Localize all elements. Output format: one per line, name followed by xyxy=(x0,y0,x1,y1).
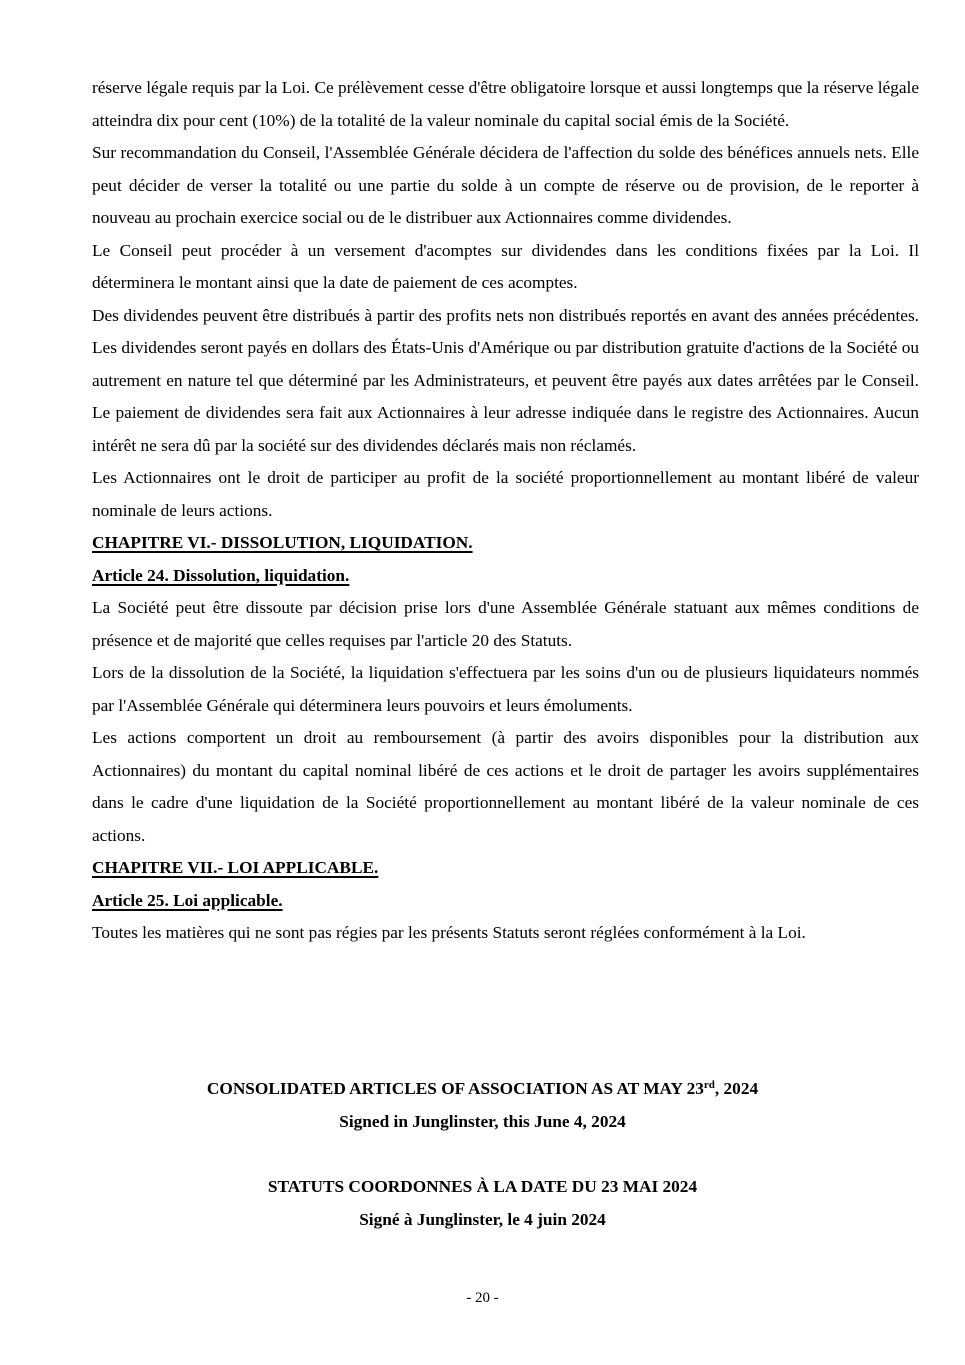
article-25-heading: Article 25. Loi applicable. xyxy=(92,890,283,910)
signature-block-en xyxy=(0,1073,965,1138)
consolidated-title-fr: STATUTS COORDONNES À LA DATE DU 23 MAI 2024 xyxy=(267,1177,698,1196)
paragraph-dividendes: Des dividendes peuvent être distribués à partir des profits nets non distribués reportés en avant des années précédentes. Les dividendes seront payés en dollars des États-Unis d'Amérique ou par distribution gratuite d'actions de la Société ou autrement en nature tel que déterminé par les Administrateurs, et peuvent être payés aux dates arrêtées par le Conseil. Le paiement de dividendes sera fait aux Actionnaires à leur adresse indiquée dans le registre des Actionnaires. Aucun intérêt ne sera dû par la société sur des dividendes déclarés mais non réclamés. xyxy=(92,305,919,455)
paragraph-liquidateurs: Lors de la dissolution de la Société, la liquidation s'effectuera par les soins d'un ou de plusieurs liquidateurs nommés par l'Assemblée Générale qui déterminera leurs pouvoirs et leurs émoluments. xyxy=(92,663,919,715)
page-number: - 20 - xyxy=(466,1290,499,1306)
paragraph-affectation-benefices: Sur recommandation du Conseil, l'Assemblée Générale décidera de l'affection du solde des bénéfices annuels nets. Elle peut décider de verser la totalité ou une partie du solde à un compte de réserve ou de provision, de le reporter à nouveau au prochain exercice social ou de le distribuer aux Actionnaires comme dividendes. xyxy=(92,143,919,227)
article-24-heading: Article 24. Dissolution, liquidation. xyxy=(92,565,350,585)
paragraph-loi-applicable: Toutes les matières qui ne sont pas régies par les présents Statuts seront réglées conformément à la Loi. xyxy=(92,923,806,942)
consolidated-title-en: CONSOLIDATED ARTICLES OF ASSOCIATION AS AT MAY 23rd, 2024 xyxy=(206,1079,759,1098)
paragraph-droit-remboursement: Les actions comportent un droit au remboursement (à partir des avoirs disponibles pour la distribution aux Actionnaires) du montant du capital nominal libéré de ces actions et le droit de partager les avoirs supplémentaires dans le cadre d'une liquidation de la Société proportionnellement au montant libéré de la valeur nominale de ces actions. xyxy=(92,728,919,845)
paragraph-participation-profit: Les Actionnaires ont le droit de participer au profit de la société proportionnellement au montant libéré de valeur nominale de leurs actions. xyxy=(92,468,919,520)
chapter-6-heading: CHAPITRE VI.- DISSOLUTION, LIQUIDATION. xyxy=(92,533,473,552)
chapter-7-heading: CHAPITRE VII.- LOI APPLICABLE. xyxy=(92,858,379,877)
paragraph-dissolution: La Société peut être dissoute par décision prise lors d'une Assemblée Générale statuant aux mêmes conditions de présence et de majorité que celles requises par l'article 20 des Statuts. xyxy=(92,598,919,650)
signature-block-fr xyxy=(0,1171,965,1236)
paragraph-acomptes: Le Conseil peut procéder à un versement d'acomptes sur dividendes dans les conditions fixées par la Loi. Il déterminera le montant ainsi que la date de paiement de ces acomptes. xyxy=(92,240,919,292)
paragraph-reserve-legale: réserve légale requis par la Loi. Ce prélèvement cesse d'être obligatoire lorsque et aussi longtemps que la réserve légale atteindra dix pour cent (10%) de la totalité de la valeur nominale du capital social émis de la Société. xyxy=(92,78,919,130)
signed-line-en: Signed in Junglinster, this June 4, 2024 xyxy=(339,1111,626,1131)
signed-line-fr: Signé à Junglinster, le 4 juin 2024 xyxy=(359,1209,606,1229)
document-body xyxy=(92,72,919,950)
